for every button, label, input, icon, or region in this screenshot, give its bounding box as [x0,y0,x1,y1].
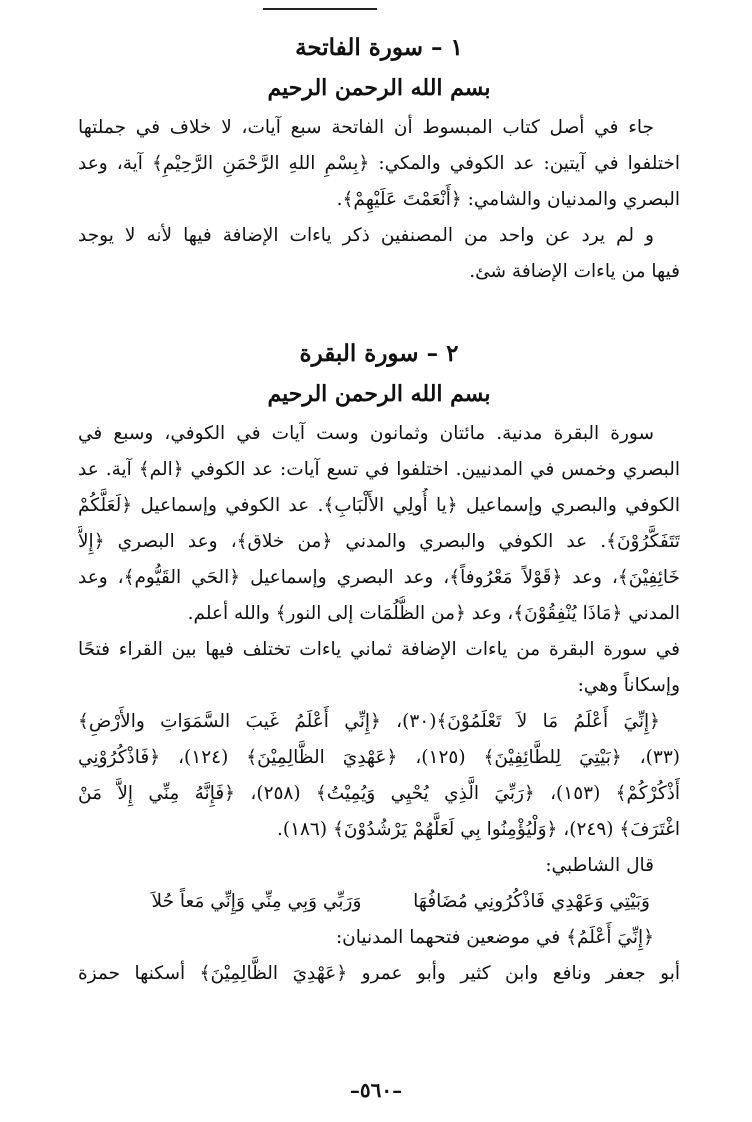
basmala: بسم الله الرحمن الرحيم [267,75,491,101]
surah-baqara-section [78,334,680,992]
surah-heading: ١ – سورة الفاتحة [295,34,463,61]
verse-list-line: (٣٣)، ﴿بَيْتِيَ لِلطَّائِفِيْنَ﴾ (١٢٥)، ﴿عَهْدِيَ الظَّالِمِيْنَ﴾ (١٢٤)، ﴿فَاذْكُرُوْنِي [78,747,680,768]
paragraph-line: ﴿إِنِّيَ أَعْلَمُ﴾ في موضعين فتحهما المدنيان: [335,927,654,948]
paragraph-line: البصري والمدنيان والشامي: ﴿أَنْعَمْتَ عَلَيْهِمْ﴾. [336,189,680,210]
paragraph-line: البصري وخمس في المدنيين. اختلفوا في تسع آيات: عد الكوفي ﴿الم﴾ آية. عد [78,459,680,480]
paragraph-line: و لم يرد عن واحد من المصنفين ذكر ياءات الإضافة فيها لأنه لا يوجد [78,225,654,246]
paragraph-line: أبو جعفر ونافع وابن كثير وأبو عمرو ﴿عَهْدِيَ الظَّالِمِيْنَ﴾ أسكنها حمزة [78,963,680,984]
basmala: بسم الله الرحمن الرحيم [267,381,491,407]
paragraph-line: جاء في أصل كتاب المبسوط أن الفاتحة سبع آيات، لا خلاف في جملتها [78,117,654,138]
paragraph-line: وإسكاناً وهي: [577,675,680,696]
page-number: –٥٦٠– [349,1078,403,1102]
paragraph-line: تَتَفَكَّرُوْنَ﴾. عد الكوفي والبصري والمدني ﴿من خلاق﴾، وعد البصري ﴿إِلاَّ [78,531,680,552]
verse-list-line: ﴿إِنِّيَ أَعْلَمُ مَا لاَ تَعْلَمُوْنَ﴾(٣٠)، ﴿إِنِّي أَعْلَمُ غَيبَ السَّمَوَاتِ والأَرْضِ﴾ [78,711,660,732]
paragraph-line: سورة البقرة مدنية. مائتان وثمانون وست آيات في الكوفي، وسبع في [78,423,654,444]
paragraph-line: اختلفوا في آيتين: عد الكوفي والمكي: ﴿بِسْمِ اللهِ الرَّحْمَنِ الرَّحِيْمِ﴾ آية، وعد [78,153,680,174]
paragraph-line: في سورة البقرة من ياءات الإضافة ثماني ياءات تختلف فيها بين القراء فتحًا [78,639,680,660]
verse-list-line: اغْتَرَفَ﴾ (٢٤٩)، ﴿وَلْيُؤْمِنُوا بِي لَعَلَّهُمْ يَرْشُدُوْنَ﴾ (١٨٦). [276,819,680,840]
paragraph-line: المدني ﴿مَاذَا يُنْفِقُوْنَ﴾، وعد ﴿من الظُّلُمَات إلى النور﴾ والله أعلم. [187,603,680,624]
quote-intro-line: قال الشاطبي: [545,855,654,876]
poem-hemistich-left: وَرَبِّي وَبِي مِنِّي وَإِنِّي مَعاً حُلاَ [151,891,362,912]
poem-hemistich-right: وَبَيْتِي وَعَهْدِي فَاذْكُرُونِي مُضَافُهَا [413,891,650,912]
paragraph-line: الكوفي والبصري وإسماعيل ﴿يا أُولِي الأَلْبَابِ﴾. عد الكوفي وإسماعيل ﴿لَعَلَّكُمْ [78,495,680,516]
poem-verse [78,884,680,920]
surah-fatiha-section [78,28,680,290]
paragraph-line: فيها من ياءات الإضافة شئ. [469,261,680,282]
surah-heading: ٢ – سورة البقرة [299,340,459,367]
paragraph-line: خَائِفِيْنَ﴾، وعد ﴿قَوْلاً مَعْرُوفاً﴾، وعد البصري وإسماعيل ﴿الحَي القَيُّوم﴾، وعد [78,567,680,588]
top-rule [263,8,377,10]
verse-list-line: أَذْكُرْكُمْ﴾ (١٥٣)، ﴿رَبِّيَ الَّذِي يُحْيِي وَيُمِيْتُ﴾ (٢٥٨)، ﴿فَإِنَّهُ مِنِّي إِلاَّ مَنْ [78,783,680,804]
